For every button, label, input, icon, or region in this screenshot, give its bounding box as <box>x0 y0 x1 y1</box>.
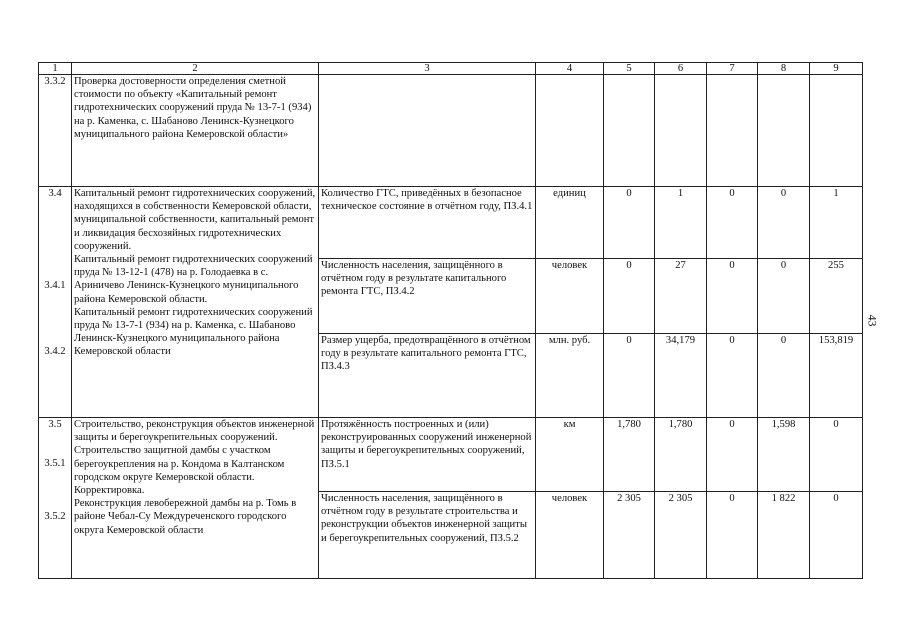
value-cell: 0 <box>810 492 863 579</box>
row-number: 3.4.2 <box>44 346 66 358</box>
value-cell: 2 305 <box>655 492 707 579</box>
row-number-cell <box>39 187 72 418</box>
indicators-table <box>38 62 863 579</box>
measure-name-cell <box>72 187 319 418</box>
unit-cell: человек <box>536 259 604 334</box>
row-number: 3.5.1 <box>44 458 66 470</box>
indicator-name: Протяжённость построенных и (или) реконструированных сооружений инженерной защиты и берегоукрепительных сооружений, ПЗ.5.1 <box>319 418 536 492</box>
measure-name-cell <box>72 418 319 579</box>
value-cell: 255 <box>810 259 863 334</box>
value-cell: 27 <box>655 259 707 334</box>
unit-cell: человек <box>536 492 604 579</box>
value-cell: 0 <box>604 187 655 259</box>
indicator-name: Численность населения, защищённого в отчётном году в результате капитального ремонта ГТС, ПЗ.4.2 <box>319 259 536 334</box>
indicator-cell <box>319 75 536 187</box>
unit-cell <box>536 75 604 187</box>
value-cell: 0 <box>707 259 758 334</box>
header-cell: 8 <box>758 63 810 75</box>
row-number-cell <box>39 418 72 579</box>
header-cell: 1 <box>39 63 72 75</box>
value-cell: 0 <box>707 187 758 259</box>
value-cell: 1,780 <box>655 418 707 492</box>
value-cell: 1 <box>810 187 863 259</box>
header-cell: 4 <box>536 63 604 75</box>
value-cell: 0 <box>707 334 758 418</box>
value-cell: 1,780 <box>604 418 655 492</box>
unit-cell: единиц <box>536 187 604 259</box>
value-cell: 0 <box>758 187 810 259</box>
value-cell: 0 <box>604 259 655 334</box>
column-number-header <box>39 63 863 75</box>
value-cell: 1 <box>655 187 707 259</box>
measure-name: Капитальный ремонт гидротехнических сооружений пруда № 13-12-1 (478) на р. Голодаевка в с. Ариничево Ленинск-Кузнецкого муниципального района Кемеровской области. <box>74 254 313 305</box>
header-cell: 9 <box>810 63 863 75</box>
row-number: 3.5 <box>48 419 62 430</box>
value-cell: 0 <box>758 334 810 418</box>
value-cell: 2 305 <box>604 492 655 579</box>
value-cell: 1 822 <box>758 492 810 579</box>
table-row <box>39 75 863 187</box>
indicator-name: Численность населения, защищённого в отчётном году в результате строительства и реконструкции объектов инженерной защиты и берегоукрепительных сооружений, ПЗ.5.2 <box>319 492 536 579</box>
measure-name: Проверка достоверности определения сметной стоимости по объекту «Капитальный ремонт гидротехнических сооружений пруда № 13-7-1 (934) на р. Каменка, с. Шабаново Ленинск-Кузнецкого муниципального района Кемеровской области» <box>72 75 319 187</box>
value-cell: 0 <box>707 418 758 492</box>
measure-name: Капитальный ремонт гидротехнических сооружений, находящихся в собственности Кемеровской области, муниципальной собственности, капитальный ремонт и ликвидация бесхозяйных гидротехнических сооружений. <box>74 188 316 252</box>
header-cell: 3 <box>319 63 536 75</box>
measure-name: Капитальный ремонт гидротехнических сооружений пруда № 13-7-1 (934) на р. Каменка, с. Шабаново Ленинск-Кузнецкого муниципального района Кемеровской области <box>74 306 313 358</box>
value-cell: 153,819 <box>810 334 863 418</box>
row-number: 3.3.2 <box>39 75 72 187</box>
indicator-name: Размер ущерба, предотвращённого в отчётном году в результате капитального ремонта ГТС, ПЗ.4.3 <box>319 334 536 418</box>
unit-cell: млн. руб. <box>536 334 604 418</box>
value-cell: 0 <box>758 259 810 334</box>
header-cell: 5 <box>604 63 655 75</box>
measure-name: Строительство, реконструкция объектов инженерной защиты и берегоукрепительных сооружений. <box>74 419 315 444</box>
header-cell: 2 <box>72 63 319 75</box>
row-number: 3.4 <box>48 188 62 199</box>
indicator-name: Количество ГТС, приведённых в безопасное техническое состояние в отчётном году, ПЗ.4.1 <box>319 187 536 259</box>
table-row <box>39 187 863 259</box>
header-cell: 6 <box>655 63 707 75</box>
header-cell: 7 <box>707 63 758 75</box>
value-cell: 1,598 <box>758 418 810 492</box>
measure-name: Строительство защитной дамбы с участком берегоукрепления на р. Кондома в Калтанском городском округе Кемеровской области. Корректировка. <box>74 445 285 497</box>
value-cell: 0 <box>707 492 758 579</box>
unit-cell: км <box>536 418 604 492</box>
value-cell: 34,179 <box>655 334 707 418</box>
value-cell: 0 <box>810 418 863 492</box>
measure-name: Реконструкция левобережной дамбы на р. Томь в районе Чебал-Су Междуреченского городского округа Кемеровской области <box>74 498 297 536</box>
table-row <box>39 418 863 492</box>
row-number: 3.5.2 <box>44 511 66 523</box>
value-cell: 0 <box>604 334 655 418</box>
row-number: 3.4.1 <box>44 280 66 292</box>
page-number: 43 <box>865 314 880 327</box>
